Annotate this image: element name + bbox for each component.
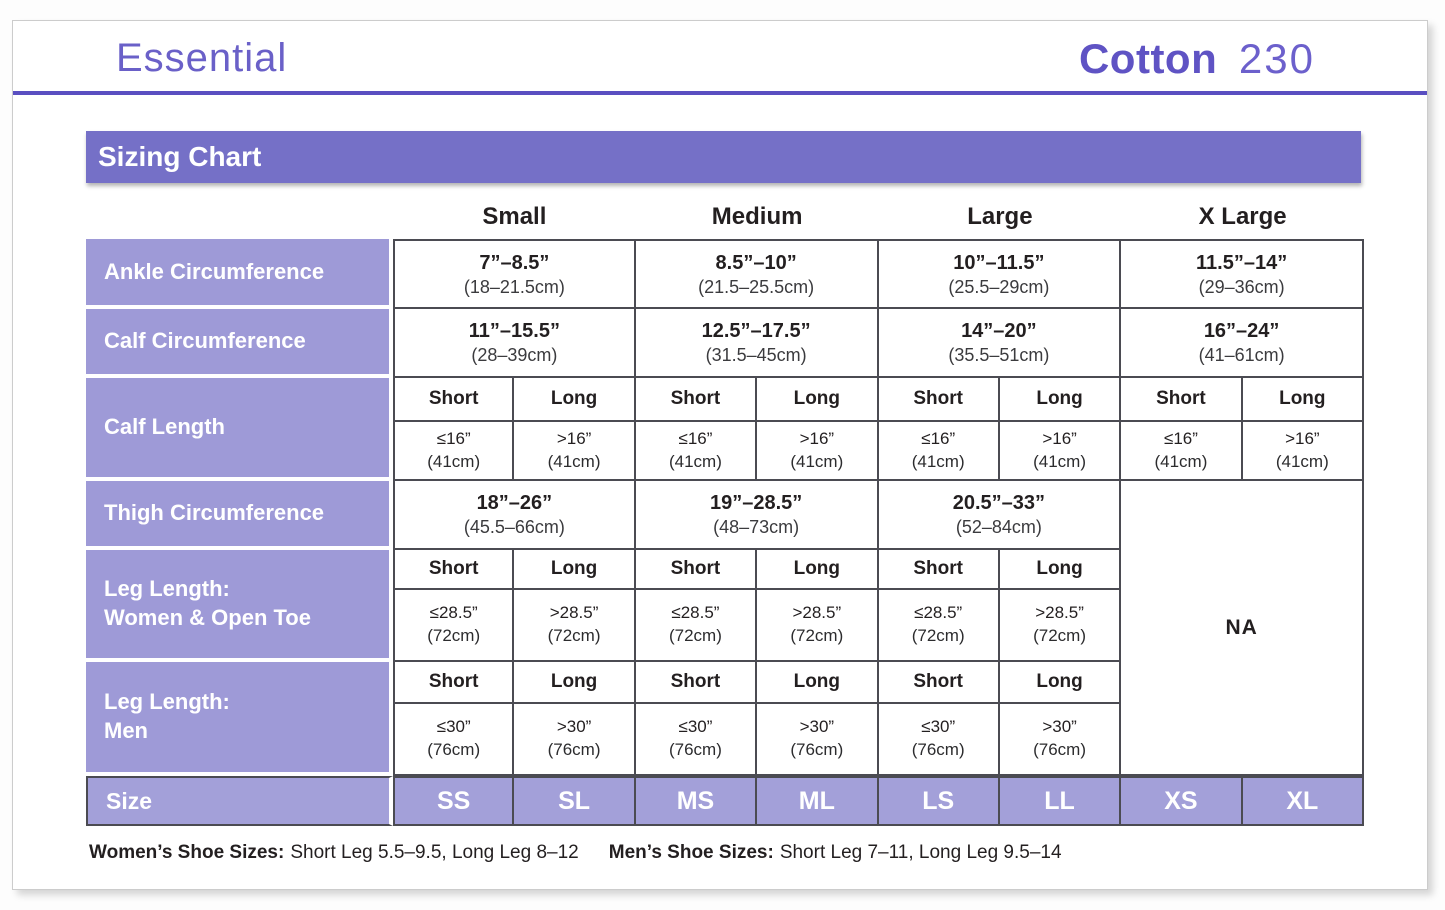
cell-calf-small <box>393 309 636 378</box>
cm-value: (41cm) <box>668 451 722 471</box>
subheader-long <box>757 662 878 704</box>
subheader-text: Short <box>913 671 963 692</box>
sizing-sheet <box>12 20 1428 890</box>
brand-name: Essential <box>116 36 288 80</box>
sizing-chart-title-banner <box>86 131 1361 183</box>
inches-value: ≤16” <box>921 428 956 448</box>
inches-value: >30” <box>556 717 592 737</box>
subheader-long <box>1000 550 1121 590</box>
subheader-long <box>514 378 635 422</box>
cell-leg-men-short <box>879 704 1000 776</box>
inches-value: >30” <box>1042 717 1077 737</box>
row-label-calf-length <box>86 378 393 481</box>
row-label-line1: Leg Length: <box>104 576 230 602</box>
inches-value: 16”–24” <box>1203 320 1280 343</box>
cm-value: (45.5–66cm) <box>463 517 565 538</box>
cell-ankle-small <box>393 239 636 309</box>
product-title <box>1079 35 1315 83</box>
inches-value: >16” <box>1042 428 1077 448</box>
cm-value: (48–73cm) <box>713 517 800 538</box>
subheader-text: Short <box>670 388 721 409</box>
womens-shoe-sizes-value: Short Leg 5.5–9.5, Long Leg 8–12 <box>290 842 579 863</box>
subheader-text: Short <box>428 671 479 692</box>
column-header-medium: Medium <box>711 203 803 230</box>
cell-leg-women-short <box>636 590 757 662</box>
size-code-text: LS <box>922 786 955 815</box>
subheader-short <box>393 662 514 704</box>
subheader-text: Long <box>1279 388 1326 409</box>
size-code-text: SS <box>437 786 471 815</box>
row-label-calf-circumference <box>86 309 393 378</box>
cell-leg-women-long <box>514 590 635 662</box>
subheader-long <box>1000 378 1121 422</box>
cell-leg-women-long <box>757 590 878 662</box>
cm-value: (72cm) <box>1033 626 1087 645</box>
cm-value: (52–84cm) <box>955 517 1042 538</box>
column-header-xlarge: X Large <box>1198 203 1287 230</box>
cell-leg-men-long <box>514 704 635 776</box>
cell-thigh-large <box>879 481 1122 550</box>
cm-value: (25.5–29cm) <box>948 276 1050 297</box>
cell-leg-men-long <box>757 704 878 776</box>
size-code-text: XL <box>1286 786 1319 815</box>
cm-value: (31.5–45cm) <box>705 345 807 366</box>
product-number: 230 <box>1238 35 1315 82</box>
cm-value: (41cm) <box>790 451 844 471</box>
cm-value: (72cm) <box>668 626 722 645</box>
cm-value: (41cm) <box>547 451 601 471</box>
subheader-long <box>1000 662 1121 704</box>
product-name: Cotton <box>1078 35 1218 82</box>
subheader-text: Short <box>428 558 479 579</box>
inches-value: 14”–20” <box>961 320 1037 343</box>
cm-value: (76cm) <box>1033 740 1087 759</box>
size-code-ls <box>879 776 1000 826</box>
inches-value: ≤16” <box>1163 428 1198 448</box>
row-label-size <box>86 776 393 826</box>
cm-value: (72cm) <box>547 626 601 645</box>
inches-value: 7”–8.5” <box>479 251 550 274</box>
inches-value: 20.5”–33” <box>952 492 1046 515</box>
mens-shoe-sizes <box>609 842 1062 864</box>
na-value: NA <box>1225 615 1258 639</box>
cm-value: (72cm) <box>911 626 965 645</box>
womens-shoe-sizes-label: Women’s Shoe Sizes: <box>89 842 285 863</box>
cell-leg-women-long <box>1000 590 1121 662</box>
subheader-text: Long <box>550 388 598 409</box>
inches-value: ≤28.5” <box>429 603 478 623</box>
inches-value: ≤16” <box>436 428 471 448</box>
inches-value: 11”–15.5” <box>468 320 560 343</box>
cm-value: (41cm) <box>1033 451 1087 471</box>
row-label-text: Ankle Circumference <box>104 258 325 284</box>
subheader-text: Short <box>1156 388 1206 409</box>
inches-value: >16” <box>556 428 592 448</box>
inches-value: >30” <box>799 717 835 737</box>
inches-value: 12.5”–17.5” <box>701 320 811 343</box>
cell-leg-women-short <box>393 590 514 662</box>
row-label-line1: Leg Length: <box>104 689 230 715</box>
cm-value: (41cm) <box>1154 451 1208 471</box>
sizing-chart-title: Sizing Chart <box>98 141 262 172</box>
shoe-size-note <box>89 842 1427 864</box>
size-column-headers <box>86 183 1364 239</box>
subheader-short <box>1121 378 1242 422</box>
subheader-text: Long <box>1036 558 1083 579</box>
subheader-short <box>879 662 1000 704</box>
subheader-text: Long <box>793 558 841 579</box>
inches-value: >16” <box>799 428 835 448</box>
inches-value: ≤28.5” <box>914 603 963 623</box>
subheader-text: Short <box>913 558 963 579</box>
column-header-large: Large <box>967 203 1033 230</box>
cell-ankle-large <box>879 239 1122 309</box>
cm-value: (76cm) <box>547 740 601 759</box>
inches-value: >28.5” <box>549 603 599 623</box>
row-label-ankle-circumference <box>86 239 393 309</box>
cell-leg-men-short <box>636 704 757 776</box>
size-code-xs <box>1121 776 1242 826</box>
subheader-text: Long <box>1036 388 1083 409</box>
cell-ankle-xlarge <box>1121 239 1364 309</box>
row-label-text: Calf Length <box>104 414 225 440</box>
cell-thigh-small <box>393 481 636 550</box>
column-header-small: Small <box>482 203 547 230</box>
size-code-ll <box>1000 776 1121 826</box>
cm-value: (41cm) <box>427 451 481 471</box>
subheader-short <box>636 662 757 704</box>
cell-calf-length-long <box>1243 422 1364 481</box>
subheader-text: Short <box>670 558 721 579</box>
cm-value: (76cm) <box>911 740 965 759</box>
cm-value: (28–39cm) <box>471 345 558 366</box>
row-label-line2: Women & Open Toe <box>104 605 311 630</box>
inches-value: ≤30” <box>921 717 956 737</box>
row-label-text: Calf Circumference <box>104 328 306 354</box>
inches-value: 11.5”–14” <box>1196 251 1288 274</box>
subheader-text: Short <box>670 671 721 692</box>
size-code-sl <box>514 776 635 826</box>
cm-value: (72cm) <box>790 626 844 645</box>
inches-value: ≤30” <box>436 717 471 737</box>
subheader-short <box>879 550 1000 590</box>
size-code-text: MS <box>676 786 715 815</box>
subheader-text: Long <box>550 671 598 692</box>
subheader-short <box>636 378 757 422</box>
subheader-long <box>514 550 635 590</box>
cell-calf-length-long <box>1000 422 1121 481</box>
sheet-header <box>13 21 1427 95</box>
inches-value: 8.5”–10” <box>715 251 797 274</box>
size-code-text: SL <box>558 786 591 815</box>
subheader-short <box>879 378 1000 422</box>
row-label-leg-length-women <box>86 550 393 662</box>
mens-shoe-sizes-value: Short Leg 7–11, Long Leg 9.5–14 <box>779 842 1062 863</box>
size-code-ms <box>636 776 757 826</box>
cm-value: (35.5–51cm) <box>948 345 1050 366</box>
subheader-text: Long <box>793 388 841 409</box>
subheader-long <box>757 550 878 590</box>
subheader-text: Long <box>793 671 841 692</box>
cell-leg-men-short <box>393 704 514 776</box>
subheader-short <box>393 550 514 590</box>
cm-value: (76cm) <box>668 740 722 759</box>
size-code-text: XS <box>1164 786 1198 815</box>
size-code-text: ML <box>798 786 835 815</box>
cm-value: (21.5–25.5cm) <box>698 276 815 297</box>
mens-shoe-sizes-label: Men’s Shoe Sizes: <box>608 842 774 863</box>
subheader-short <box>636 550 757 590</box>
cm-value: (41–61cm) <box>1198 345 1285 366</box>
cell-calf-large <box>879 309 1122 378</box>
cell-ankle-medium <box>636 239 879 309</box>
inches-value: 18”–26” <box>476 492 553 515</box>
row-label-text: Size <box>106 787 153 814</box>
inches-value: >28.5” <box>792 603 842 623</box>
cm-value: (76cm) <box>427 740 481 759</box>
inches-value: 19”–28.5” <box>709 492 803 515</box>
cm-value: (41cm) <box>1275 451 1329 471</box>
womens-shoe-sizes <box>89 842 579 864</box>
size-code-text: LL <box>1044 786 1075 815</box>
inches-value: ≤28.5” <box>671 603 720 623</box>
cm-value: (18–21.5cm) <box>463 276 565 297</box>
cell-leg-women-short <box>879 590 1000 662</box>
subheader-short <box>393 378 514 422</box>
cm-value: (76cm) <box>790 740 844 759</box>
cm-value: (72cm) <box>427 626 481 645</box>
cell-thigh-medium <box>636 481 879 550</box>
cell-calf-length-short <box>1121 422 1242 481</box>
cell-xlarge-not-applicable <box>1121 481 1364 776</box>
inches-value: ≤30” <box>678 717 713 737</box>
subheader-text: Short <box>428 388 479 409</box>
cell-calf-length-short <box>879 422 1000 481</box>
cm-value: (29–36cm) <box>1198 276 1285 297</box>
cell-calf-medium <box>636 309 879 378</box>
size-code-xl <box>1243 776 1364 826</box>
row-label-line2: Men <box>104 718 148 743</box>
cell-calf-length-long <box>514 422 635 481</box>
row-label-thigh-circumference <box>86 481 393 550</box>
cell-leg-men-long <box>1000 704 1121 776</box>
subheader-long <box>1243 378 1364 422</box>
subheader-long <box>514 662 635 704</box>
size-code-ml <box>757 776 878 826</box>
cell-calf-xlarge <box>1121 309 1364 378</box>
cell-calf-length-long <box>757 422 878 481</box>
row-label-text: Thigh Circumference <box>104 500 325 526</box>
cm-value: (41cm) <box>911 451 965 471</box>
subheader-text: Long <box>550 558 598 579</box>
size-code-ss <box>393 776 514 826</box>
subheader-text: Short <box>913 388 963 409</box>
sizing-table <box>86 239 1364 826</box>
row-label-leg-length-men <box>86 662 393 776</box>
cell-calf-length-short <box>636 422 757 481</box>
cell-calf-length-short <box>393 422 514 481</box>
inches-value: 10”–11.5” <box>953 251 1045 274</box>
subheader-text: Long <box>1036 671 1083 692</box>
inches-value: ≤16” <box>678 428 713 448</box>
inches-value: >16” <box>1285 428 1320 448</box>
inches-value: >28.5” <box>1035 603 1084 623</box>
subheader-long <box>757 378 878 422</box>
